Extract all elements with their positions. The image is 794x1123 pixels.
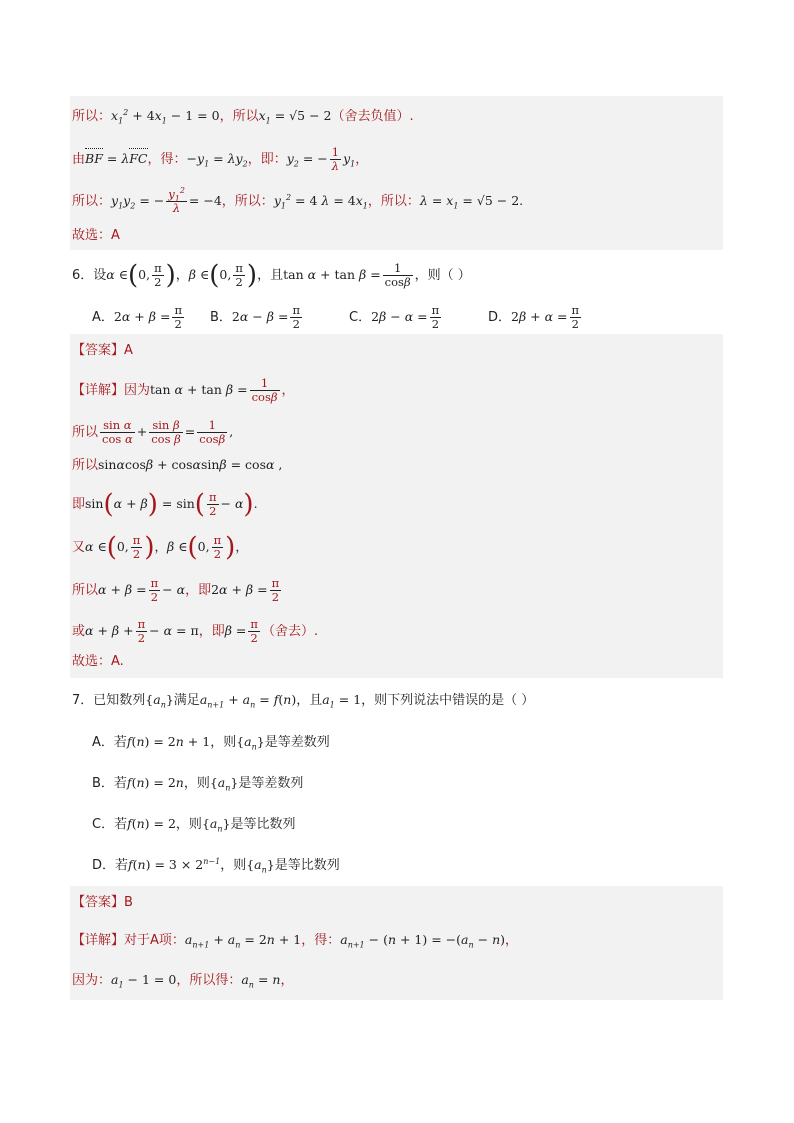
q6-detail-6: 所以α + β = $\frac{\pi}{2}$ − α，即2α + β = $\frac{\pi}{2}$	[72, 576, 280, 604]
q6-detail-8: 故选：A.	[72, 654, 124, 669]
q7-answer: 【答案】B	[72, 895, 133, 910]
q6-detail-7: 或α + β + $\frac{\pi}{2}$ − α = π，即β = $\frac{\pi}{2}$ （舍去）.	[72, 617, 319, 645]
q6-option-b[interactable]: B．2α − β = $\frac{\pi}{2}$	[210, 303, 301, 331]
q6-detail-2: 所以 $\frac{\text{sin α}}{\text{cos α}}$ + $\frac{\text{sin β}}{\text{cos β}}$ = $\frac{1}{\cos\beta}$ ,	[72, 418, 234, 446]
q7-option-a[interactable]: A．若f(n) = 2n + 1，则$\{a_n\}$是等差数列	[92, 734, 330, 752]
q7-option-d[interactable]: D．若$f(n) = 3 \times 2^{n-1}$，则$\{a_n\}$是等比数列	[92, 856, 340, 875]
q6-option-a[interactable]: A．2α + β = $\frac{\pi}{2}$	[92, 303, 182, 331]
q7-detail-2: 因为：$a_1 - 1 = 0$，所以得：$a_n = n$，	[72, 972, 294, 990]
prev-line-4: 故选：A	[72, 228, 120, 243]
prev-line-2: 由BF = λFC，得：$-y_1 = \lambda y_2$，即：$y_2$ = − $\frac{1}{\lambda}$ $y_1$，	[72, 145, 369, 173]
q6-detail-5: 又α ∈(0, $\frac{\pi}{2}$ )，β ∈(0, $\frac{\pi}{2}$ )，	[72, 532, 248, 563]
q6-detail-3: 所以sinαcosβ + cosαsinβ = cosα ,	[72, 457, 283, 473]
q7-detail-1: 【详解】对于A项：$a_{n+1} + a_n = 2n + 1$，得：$a_{n+1} - (n + 1) = -(a_n - n)$，	[72, 932, 519, 950]
q7-option-c[interactable]: C．若f(n) = 2，则$\{a_n\}$是等比数列	[92, 816, 296, 834]
q6-answer: 【答案】A	[72, 343, 133, 358]
q7-stem: 7．已知数列$\{a_n\}$满足$a_{n+1} + a_n = f(n)$，且$a_1 = 1$，则下列说法中错误的是（ ）	[72, 692, 535, 710]
q7-option-b[interactable]: B．若f(n) = 2n，则$\{a_n\}$是等差数列	[92, 775, 304, 793]
q6-stem: 6．设α ∈(0, $\frac{\pi}{2}$ )，β ∈(0, $\frac{\pi}{2}$ )，且tan α + tan β = $\frac{1}{\cos\beta}$ ，则（ ）	[72, 260, 471, 291]
q6-option-d[interactable]: D．2β + α = $\frac{\pi}{2}$	[488, 303, 580, 331]
q6-detail-4: 即sin(α + β) = sin( $\frac{\pi}{2}$ − α).	[72, 489, 258, 520]
prev-line-1: 所以：$x_1^2 + 4x_1 - 1 = 0$，所以$x_1 = √5 - 2$（舍去负值）.	[72, 107, 414, 126]
q6-detail-1: 【详解】因为tan α + tan β = $\frac{1}{\cos\beta}$ ，	[72, 376, 295, 404]
q6-option-c[interactable]: C．2β − α = $\frac{\pi}{2}$	[349, 303, 440, 331]
prev-line-3: 所以：$y_1y_2$ = − $\frac{y_1^2}{\lambda}$ = −4，所以：$y_1^2 = 4$ $\lambda = 4x_1$，所以：$\lambda = x_1 = √5 - 2$.	[72, 186, 524, 215]
